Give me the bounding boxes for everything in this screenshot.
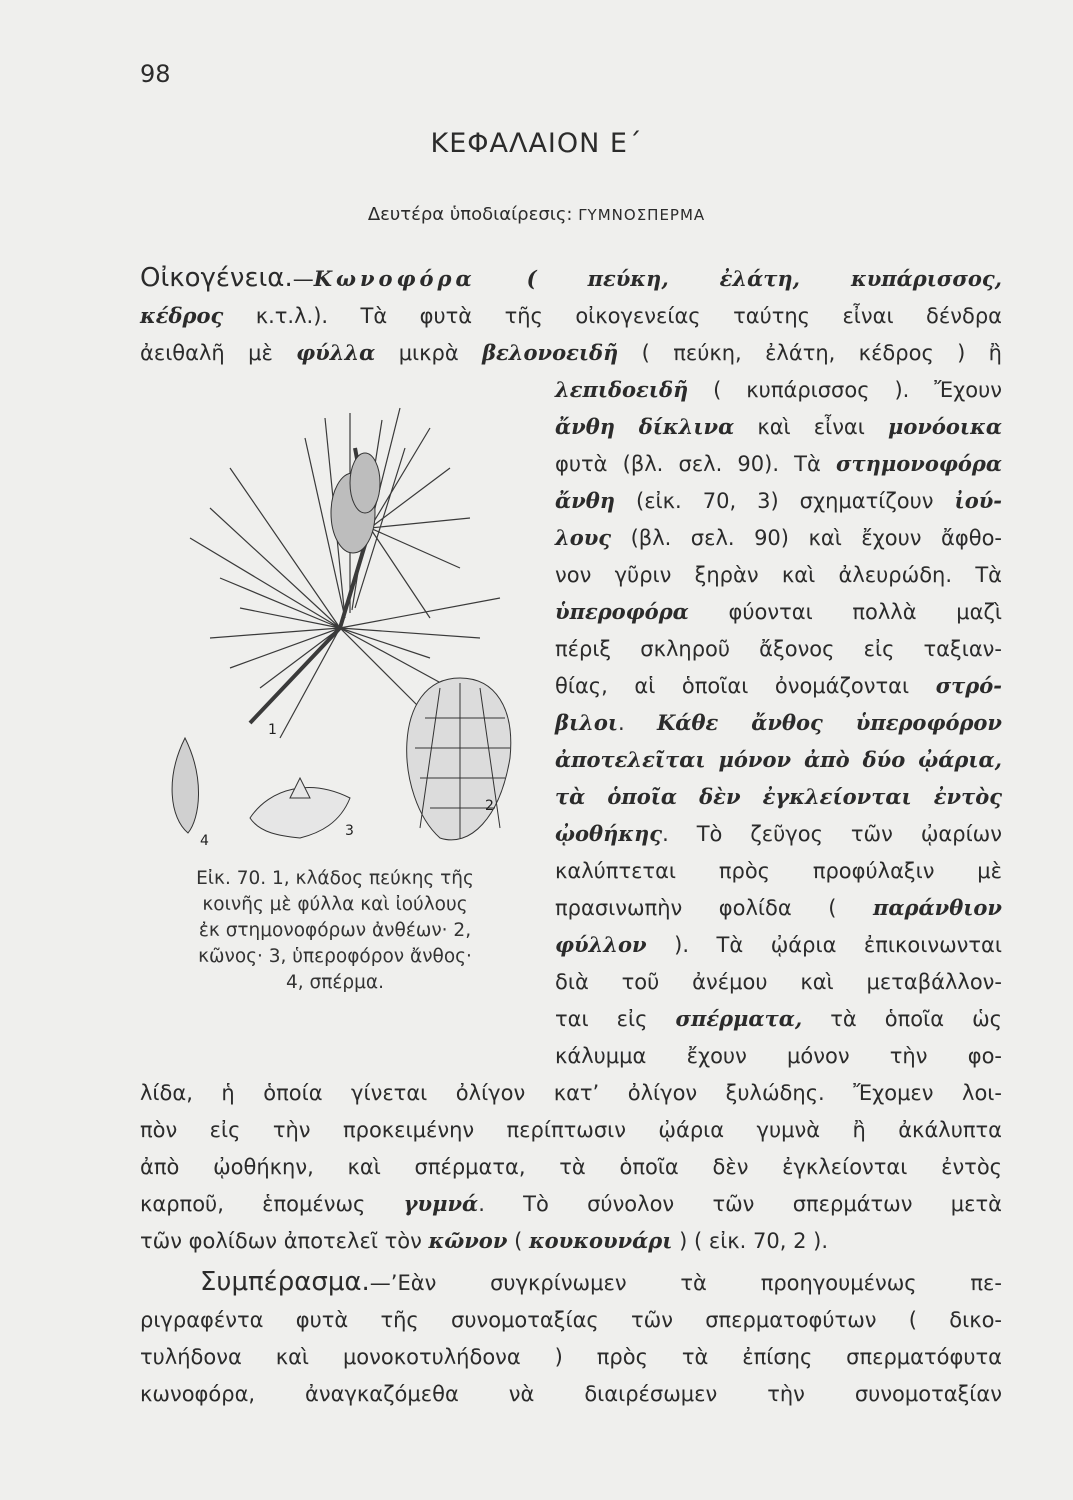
column-line: [555, 671, 1002, 701]
text: φύονται πολλὰ μαζὶ: [688, 600, 1002, 624]
text: θίας, αἱ ὁποῖαι ὀνομάζονται: [555, 674, 936, 698]
text: . Τὸ σύνολον τῶν σπερμάτων μετὰ: [478, 1192, 1002, 1216]
column-line: [555, 819, 1002, 849]
figure-label-2: 2: [485, 798, 494, 814]
body-line: [140, 1226, 1002, 1256]
bold-term: λεπιδοειδῆ: [555, 377, 689, 402]
text: (εἰκ. 70, 3) σχηματίζουν: [615, 489, 955, 513]
column-line: τὰ ὁποῖα δὲν ἐγκλείονται ἐντὸς: [555, 784, 1002, 809]
bold-term: γυμνά: [403, 1191, 479, 1216]
text: (βλ. σελ. 90) καὶ ἔχουν ἄφθο-: [611, 526, 1002, 550]
text: ’Εὰν συγκρίνωμεν τὰ προηγουμένως πε-: [390, 1271, 1002, 1295]
text: μικρὰ: [375, 341, 483, 365]
figure-label-1: 1: [268, 722, 277, 738]
text: .: [618, 711, 658, 735]
family-heading: Οἰκογένεια.: [140, 263, 293, 293]
conclusion-line: κωνοφόρα, ἀναγκαζόμεθα νὰ διαιρέσωμεν τὴν συνομοταξίαν: [140, 1382, 1002, 1406]
dash: —: [369, 1271, 391, 1295]
conclusion-line: ριγραφέντα φυτὰ τῆς συνομοταξίας τῶν σπερματοφύτων ( δικο-: [140, 1308, 1002, 1332]
column-line: [555, 449, 1002, 479]
column-line: [555, 893, 1002, 923]
subdivision-label: Δευτέρα ὑποδιαίρεσις:: [367, 204, 573, 225]
conclusion-heading: Συμπέρασμα.: [200, 1267, 370, 1297]
family-name: Κωνοφόρα: [313, 266, 476, 291]
column-line: [555, 412, 1002, 442]
subdivision-name: ΓΥΜΝΟΣΠΕΡΜΑ: [578, 206, 706, 224]
body-line: λίδα, ἡ ὁποία γίνεται ὀλίγον κατ’ ὀλίγον ξυλώδης. Ἔχομεν λοι-: [140, 1081, 1002, 1105]
column-line: κάλυμμα ἔχουν μόνον τὴν φο-: [555, 1044, 1002, 1068]
bold-term: ἄνθη δίκλινα: [555, 414, 735, 439]
family-line-1: [140, 263, 1002, 294]
pine-illustration: [140, 378, 550, 858]
text: ται εἰς: [555, 1007, 676, 1031]
male-catkins: [331, 453, 380, 553]
text: ἀειθαλῆ μὲ: [140, 341, 297, 365]
pine-cone: [407, 678, 511, 840]
bold-term: ἰού-: [954, 488, 1002, 513]
text: κ.τ.λ.). Τὰ φυτὰ τῆς οἰκογενείας ταύτης εἶναι δένδρα: [223, 304, 1002, 328]
family-line-3: [140, 338, 1002, 368]
column-line: πέριξ σκληροῦ ἄξονος εἰς ταξιαν-: [555, 637, 1002, 661]
bold-term: λους: [555, 525, 612, 550]
text: φυτὰ (βλ. σελ. 90). Τὰ: [555, 452, 837, 476]
column-line: νον γῦριν ξηρὰν καὶ ἀλευρώδη. Τὰ: [555, 563, 1002, 587]
column-line: [555, 1004, 1002, 1034]
seed: [172, 738, 198, 833]
column-line: διὰ τοῦ ἀνέμου καὶ μεταβάλλον-: [555, 970, 1002, 994]
body-line: ἀπὸ ᾠοθήκην, καὶ σπέρματα, τὰ ὁποῖα δὲν ἐγκλείονται ἐντὸς: [140, 1155, 1002, 1179]
bold-term: σπέρματα,: [675, 1006, 803, 1031]
text: . Τὸ ζεῦγος τῶν ᾠαρίων: [662, 822, 1002, 846]
bold-term: φύλλα: [296, 340, 376, 365]
bold-term: βελονοειδῆ: [482, 340, 619, 365]
text: τῶν φολίδων ἀποτελεῖ τὸν: [140, 1229, 429, 1253]
column-line: [555, 597, 1002, 627]
text: (: [507, 1229, 529, 1253]
text: ) ( εἰκ. 70, 2 ).: [672, 1229, 829, 1253]
column-line: [555, 930, 1002, 960]
caption-line: κῶνος· 3, ὑπεροφόρον ἄνθος·: [198, 946, 472, 967]
bold-term: ᾠοθήκης: [555, 821, 663, 846]
bold-term: βιλοι: [555, 710, 618, 735]
subdivision-line: [0, 204, 1073, 225]
body-line: [140, 1189, 1002, 1219]
bold-term: κῶνον: [428, 1228, 508, 1253]
column-line: [555, 708, 1002, 738]
column-line: [555, 375, 1002, 405]
text: ( κυπάρισσος ). Ἔχουν: [688, 378, 1002, 402]
figure-label-3: 3: [345, 823, 354, 839]
caption-line: Εἰκ. 70. 1, κλάδος πεύκης τῆς: [196, 868, 474, 889]
chapter-title: ΚΕΦΑΛΑΙΟΝ Ε΄: [430, 128, 643, 159]
caption-line: κοινῆς μὲ φύλλα καὶ ἰούλους: [202, 894, 468, 915]
dash: —: [292, 267, 314, 291]
bold-term: κουκουνάρι: [528, 1228, 673, 1253]
bold-term: Κάθε ἄνθος ὑπεροφόρον: [657, 710, 1002, 735]
text: ( πεύκη, ἐλάτη, κέδρος ) ἢ: [618, 341, 1002, 365]
text: ). Τὰ ᾠάρια ἐπικοινωνται: [646, 933, 1002, 957]
bold-term: στημονοφόρα: [836, 451, 1002, 476]
column-line: καλύπτεται πρὸς προφύλαξιν μὲ: [555, 859, 1002, 883]
column-line: ἀποτελεῖται μόνον ἀπὸ δύο ᾠάρια,: [555, 747, 1002, 772]
text: τὰ ὁποῖα ὡς: [802, 1007, 1002, 1031]
ovuliferous-scale: [250, 778, 350, 838]
column-line: [555, 523, 1002, 553]
page-number: 98: [140, 60, 171, 88]
caption-line: 4, σπέρμα.: [286, 972, 384, 993]
bold-term: κέδρος: [140, 303, 224, 328]
bold-term: παράνθιον: [873, 895, 1002, 920]
text: καρποῦ, ἑπομένως: [140, 1192, 404, 1216]
text: καὶ εἶναι: [734, 415, 888, 439]
body-line: πὸν εἰς τὴν προκειμένην περίπτωσιν ᾠάρια γυμνὰ ἢ ἀκάλυπτα: [140, 1118, 1002, 1142]
conclusion-line: τυλήδονα καὶ μονοκοτυλήδονα ) πρὸς τὰ ἐπίσης σπερματόφυτα: [140, 1345, 1002, 1369]
bold-term: φύλλον: [555, 932, 647, 957]
bold-term: ὑπεροφόρα: [555, 599, 689, 624]
text: πρασινωπὴν φολίδα (: [555, 896, 874, 920]
figure-caption: [150, 866, 520, 996]
bold-term: μονόοικα: [887, 414, 1002, 439]
bold-term: ἄνθη: [555, 488, 616, 513]
column-line: [555, 486, 1002, 516]
family-line-2: [140, 301, 1002, 331]
figure-label-4: 4: [200, 833, 209, 849]
conclusion-line-1: [200, 1267, 1002, 1298]
bold-term: στρό-: [935, 673, 1002, 698]
family-examples: ( πεύκη, ἐλάτη, κυπάρισσος,: [475, 266, 1002, 291]
caption-line: ἐκ στημονοφόρων ἀνθέων· 2,: [198, 920, 472, 941]
